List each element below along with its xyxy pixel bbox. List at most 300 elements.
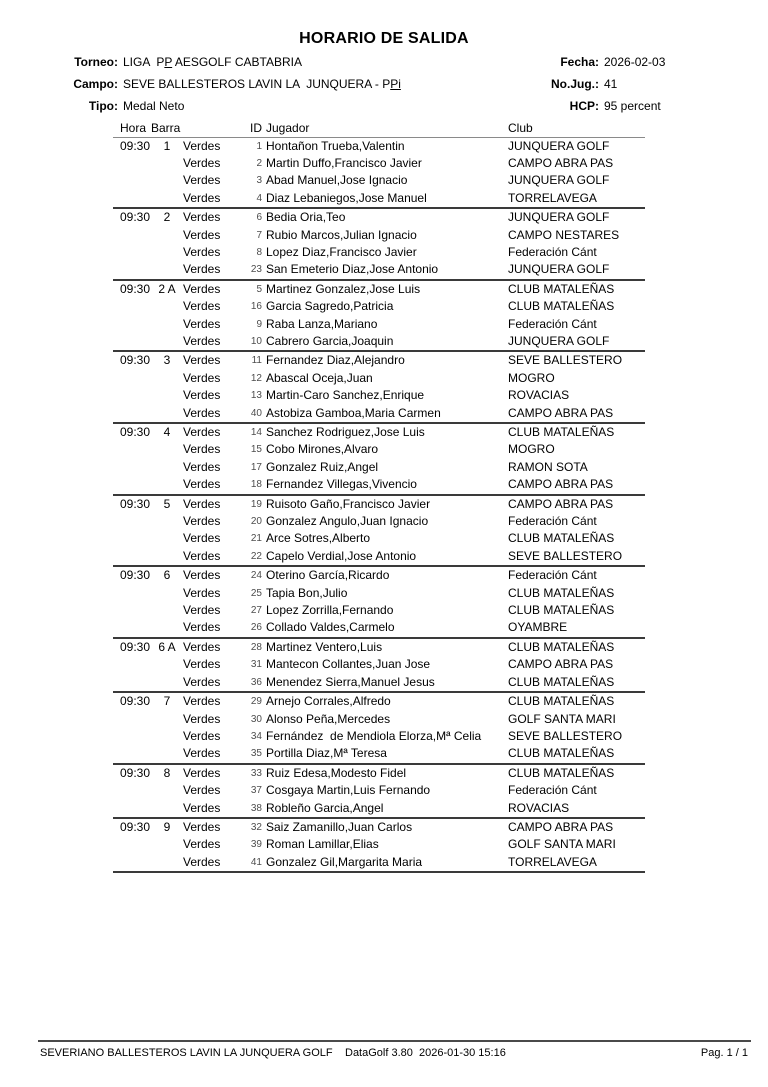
tee-time-cell [113, 745, 151, 763]
player-id-cell: 11 [251, 355, 262, 367]
player-id-cell: 22 [250, 550, 262, 562]
tee-color-cell: Verdes [183, 388, 221, 403]
player-id-cell: 29 [250, 696, 262, 708]
player-club-cell: Federación Cánt [508, 783, 597, 798]
player-row [113, 566, 645, 584]
tee-color-cell: Verdes [183, 548, 221, 563]
player-club-cell: MOGRO [508, 442, 555, 457]
player-club-cell: CAMPO ABRA PAS [508, 477, 614, 492]
player-club-cell: GOLF SANTA MARI [508, 711, 616, 726]
tee-time-cell [113, 711, 151, 728]
tee-color-cell: Verdes [183, 227, 221, 242]
flight-number-cell: 2 [163, 210, 171, 225]
flight-number-cell [151, 548, 183, 566]
tee-time-cell [113, 316, 151, 333]
flight-number-cell [151, 854, 183, 872]
player-id-cell: 30 [250, 713, 262, 725]
player-row [113, 836, 645, 853]
tee-color-cell: Verdes [183, 800, 221, 815]
player-id-cell: 20 [250, 516, 262, 528]
player-row [113, 298, 645, 315]
fecha-value: 2026-02-03 [604, 55, 666, 69]
flight-number-cell: 1 [163, 138, 171, 153]
player-id-cell: 8 [256, 246, 262, 258]
player-name-cell: Portilla Diaz,Mª Teresa [266, 746, 387, 761]
tee-time-cell [113, 854, 151, 872]
flight-number-cell: 7 [163, 694, 171, 709]
hcp-label: HCP: [569, 99, 599, 113]
player-club-cell: CLUB MATALEÑAS [508, 603, 615, 618]
player-name-cell: Fernandez Villegas,Vivencio [266, 477, 417, 492]
tee-color-cell: Verdes [183, 783, 221, 798]
tee-color-cell: Verdes [183, 603, 221, 618]
tee-color-cell: Verdes [183, 837, 221, 852]
player-row [113, 495, 645, 513]
player-club-cell: TORRELAVEGA [508, 190, 597, 205]
flight-group [113, 495, 645, 567]
tee-color-cell: Verdes [183, 585, 221, 600]
player-name-cell: Sanchez Rodriguez,Jose Luis [266, 425, 425, 439]
torneo-value-underlined: P [164, 55, 173, 69]
tipo-value: Medal Neto [123, 99, 185, 113]
tee-color-cell: Verdes [183, 477, 221, 492]
tee-time-cell: 09:30 [120, 353, 151, 368]
player-id-cell: 32 [250, 821, 262, 833]
player-id-cell: 16 [250, 301, 262, 313]
player-name-cell: Martin Duffo,Francisco Javier [266, 155, 422, 170]
hcp-value: 95 percent [604, 99, 661, 113]
player-club-cell: Federación Cánt [508, 244, 597, 259]
player-name-cell: Cobo Mirones,Alvaro [266, 442, 379, 457]
tee-time-cell: 09:30 [120, 496, 151, 511]
player-row [113, 137, 645, 155]
player-name-cell: Roman Lamillar,Elias [266, 837, 379, 852]
flight-number-cell [151, 333, 183, 351]
player-club-cell: CLUB MATALEÑAS [508, 674, 615, 689]
player-name-cell: Martinez Ventero,Luis [266, 639, 383, 654]
tee-time-cell [113, 836, 151, 853]
player-id-cell: 31 [250, 659, 262, 671]
tee-color-cell: Verdes [183, 459, 221, 474]
player-row [113, 405, 645, 423]
flight-number-cell [151, 656, 183, 673]
tipo-label: Tipo: [88, 99, 118, 113]
flight-number-cell [151, 459, 183, 476]
flight-number-cell [151, 728, 183, 745]
tee-time-cell [113, 728, 151, 745]
player-id-cell: 37 [250, 785, 262, 797]
player-row [113, 764, 645, 782]
tee-time-cell [113, 656, 151, 673]
player-id-cell: 39 [250, 839, 262, 851]
flight-number-cell [151, 155, 183, 172]
player-name-cell: Cabrero Garcia,Joaquin [266, 333, 394, 348]
tee-time-cell: 09:30 [120, 694, 151, 709]
player-row [113, 619, 645, 637]
player-name-cell: Diaz Lebaniegos,Jose Manuel [266, 190, 427, 205]
flight-number-cell: 4 [163, 425, 171, 439]
player-name-cell: Cosgaya Martin,Luis Fernando [266, 783, 431, 798]
tee-time-cell [113, 513, 151, 530]
header-row-2 [40, 77, 728, 99]
flight-group [113, 638, 645, 692]
flight-group [113, 566, 645, 638]
player-row [113, 459, 645, 476]
player-row [113, 208, 645, 226]
campo-value-pre: SEVE BALLESTEROS LAVIN LA JUNQUERA - P [123, 77, 391, 91]
flight-number-cell [151, 836, 183, 853]
player-name-cell: Bedia Oria,Teo [266, 210, 346, 225]
tee-color-cell: Verdes [183, 405, 221, 420]
player-id-cell: 15 [250, 444, 262, 456]
fecha-label: Fecha: [560, 55, 599, 69]
player-row [113, 548, 645, 566]
player-id-cell: 26 [250, 622, 262, 634]
tee-color-cell: Verdes [183, 514, 221, 529]
tee-color-cell: Verdes [183, 210, 221, 225]
player-row [113, 227, 645, 244]
player-id-cell: 36 [250, 676, 262, 688]
player-name-cell: Gonzalez Angulo,Juan Ignacio [266, 514, 429, 529]
tee-time-cell [113, 476, 151, 494]
flight-number-cell [151, 800, 183, 818]
player-club-cell: CAMPO NESTARES [508, 227, 620, 242]
player-id-cell: 14 [250, 427, 262, 438]
player-id-cell: 4 [256, 192, 262, 204]
player-name-cell: Oterino García,Ricardo [266, 568, 390, 583]
player-name-cell: Saiz Zamanillo,Juan Carlos [266, 819, 413, 834]
flight-number-cell: 8 [163, 765, 171, 780]
player-id-cell: 13 [250, 390, 262, 402]
player-name-cell: Hontañon Trueba,Valentin [266, 138, 405, 153]
header-row-3 [40, 99, 728, 121]
tee-color-cell: Verdes [183, 190, 221, 205]
tee-time-cell: 09:30 [120, 138, 151, 153]
tee-time-cell: 09:30 [120, 819, 151, 834]
player-name-cell: Arnejo Corrales,Alfredo [266, 694, 391, 709]
tee-time-cell [113, 387, 151, 404]
player-name-cell: Garcia Sagredo,Patricia [266, 299, 394, 314]
footer-divider [38, 1040, 751, 1042]
player-club-cell: ROVACIAS [508, 388, 570, 403]
tee-color-cell: Verdes [183, 496, 221, 511]
tee-color-cell: Verdes [183, 442, 221, 457]
tee-time-cell [113, 674, 151, 692]
tee-time-cell: 09:30 [120, 765, 151, 780]
player-club-cell: CLUB MATALEÑAS [508, 765, 615, 780]
player-club-cell: SEVE BALLESTERO [508, 548, 623, 563]
tee-color-cell: Verdes [183, 299, 221, 314]
player-club-cell: RAMON SOTA [508, 459, 588, 474]
player-id-cell: 33 [250, 767, 262, 779]
player-club-cell: CAMPO ABRA PAS [508, 657, 614, 672]
tee-time-cell [113, 441, 151, 458]
player-row [113, 692, 645, 710]
flight-number-cell [151, 585, 183, 602]
footer [0, 1047, 768, 1063]
tee-color-cell: Verdes [183, 694, 221, 709]
flight-group [113, 764, 645, 818]
player-club-cell: GOLF SANTA MARI [508, 837, 616, 852]
flight-number-cell [151, 405, 183, 423]
flight-number-cell [151, 745, 183, 763]
player-id-cell: 18 [250, 479, 262, 491]
flight-number-cell [151, 172, 183, 189]
player-club-cell: CAMPO ABRA PAS [508, 405, 614, 420]
player-row [113, 476, 645, 494]
player-id-cell: 24 [250, 570, 262, 582]
player-name-cell: Lopez Diaz,Francisco Javier [266, 244, 417, 259]
player-name-cell: Ruiz Edesa,Modesto Fidel [266, 765, 407, 780]
player-club-cell: JUNQUERA GOLF [508, 333, 610, 348]
player-id-cell: 2 [256, 157, 262, 169]
player-row [113, 244, 645, 261]
player-id-cell: 27 [250, 605, 262, 617]
player-id-cell: 6 [256, 212, 262, 224]
player-row [113, 280, 645, 298]
player-club-cell: MOGRO [508, 370, 555, 385]
player-id-cell: 12 [250, 372, 262, 384]
player-row [113, 728, 645, 745]
player-row [113, 854, 645, 872]
player-row [113, 316, 645, 333]
player-row [113, 530, 645, 547]
player-id-cell: 35 [250, 748, 262, 760]
flight-group [113, 280, 645, 352]
column-header-tee [183, 119, 247, 137]
flight-number-cell [151, 261, 183, 279]
player-name-cell: Mantecon Collantes,Juan Jose [266, 657, 431, 672]
flight-group [113, 692, 645, 764]
tee-time-cell: 09:30 [120, 210, 151, 225]
flight-number-cell [151, 227, 183, 244]
tee-time-cell [113, 530, 151, 547]
tee-color-cell: Verdes [183, 746, 221, 761]
player-id-cell: 9 [256, 318, 262, 330]
player-row [113, 585, 645, 602]
torneo-value-post: AESGOLF CABTABRIA [172, 55, 302, 69]
player-club-cell: CLUB MATALEÑAS [508, 299, 615, 314]
player-name-cell: Martinez Gonzalez,Jose Luis [266, 281, 421, 296]
flight-number-cell [151, 513, 183, 530]
player-name-cell: Raba Lanza,Mariano [266, 316, 378, 331]
player-id-cell: 23 [250, 264, 262, 276]
player-id-cell: 17 [250, 461, 262, 473]
flight-group [113, 423, 645, 495]
player-club-cell: TORRELAVEGA [508, 854, 597, 869]
tee-time-cell [113, 800, 151, 818]
flight-number-cell [151, 782, 183, 799]
player-row [113, 423, 645, 441]
player-club-cell: CAMPO ABRA PAS [508, 819, 614, 834]
tee-time-cell [113, 244, 151, 261]
player-name-cell: Fernandez Diaz,Alejandro [266, 353, 405, 368]
player-id-cell: 1 [256, 140, 262, 152]
player-row [113, 190, 645, 208]
flight-number-cell [151, 387, 183, 404]
campo-value-underlined: Pi [390, 77, 401, 91]
tee-time-cell [113, 155, 151, 172]
player-name-cell: Robleño Garcia,Angel [266, 800, 384, 815]
tee-color-cell: Verdes [183, 370, 221, 385]
player-id-cell: 10 [250, 335, 262, 347]
tee-time-cell [113, 459, 151, 476]
tee-time-cell: 09:30 [120, 425, 151, 439]
tee-color-cell: Verdes [183, 281, 221, 296]
player-name-cell: Gonzalez Ruiz,Angel [266, 459, 379, 474]
footer-course-name: SEVERIANO BALLESTEROS LAVIN LA JUNQUERA GOLF [40, 1047, 333, 1059]
tee-time-cell [113, 585, 151, 602]
torneo-value [123, 55, 302, 69]
player-row [113, 818, 645, 836]
column-header-hora: Hora [113, 119, 151, 137]
flight-number-cell: 6 A [158, 639, 176, 654]
player-id-cell: 40 [250, 407, 262, 419]
header-row-1 [40, 55, 728, 77]
table-header-row [113, 119, 645, 137]
tee-color-cell: Verdes [183, 639, 221, 654]
tee-time-cell: 09:30 [120, 568, 151, 583]
nojug-label: No.Jug.: [551, 77, 599, 91]
player-club-cell: SEVE BALLESTERO [508, 728, 623, 743]
player-row [113, 513, 645, 530]
tee-color-cell: Verdes [183, 316, 221, 331]
footer-software-stamp: DataGolf 3.80 2026-01-30 15:16 [345, 1047, 506, 1059]
player-row [113, 261, 645, 279]
player-club-cell: Federación Cánt [508, 568, 597, 583]
player-row [113, 638, 645, 656]
tee-color-cell: Verdes [183, 425, 221, 439]
flight-number-cell: 6 [163, 568, 171, 583]
player-club-cell: CLUB MATALEÑAS [508, 425, 615, 439]
torneo-label: Torneo: [74, 55, 118, 69]
player-row [113, 387, 645, 404]
player-id-cell: 28 [250, 641, 262, 653]
tee-time-cell [113, 548, 151, 566]
flight-number-cell [151, 674, 183, 692]
player-row [113, 782, 645, 799]
tee-time-cell [113, 602, 151, 619]
column-header-id: ID [247, 119, 262, 137]
player-name-cell: Capelo Verdial,Jose Antonio [266, 548, 417, 563]
player-club-cell: JUNQUERA GOLF [508, 210, 610, 225]
player-id-cell: 3 [256, 175, 262, 187]
player-id-cell: 21 [250, 533, 262, 545]
tee-color-cell: Verdes [183, 531, 221, 546]
tee-color-cell: Verdes [183, 674, 221, 689]
flight-number-cell: 9 [163, 819, 171, 834]
flight-number-cell [151, 441, 183, 458]
player-club-cell: SEVE BALLESTERO [508, 353, 623, 368]
tee-time-cell [113, 782, 151, 799]
player-name-cell: Rubio Marcos,Julian Ignacio [266, 227, 417, 242]
tee-color-cell: Verdes [183, 854, 221, 869]
flight-number-cell: 5 [163, 496, 171, 511]
flight-number-cell [151, 370, 183, 387]
player-id-cell: 5 [256, 283, 262, 295]
tee-color-cell: Verdes [183, 244, 221, 259]
tee-color-cell: Verdes [183, 333, 221, 348]
player-name-cell: San Emeterio Diaz,Jose Antonio [266, 262, 439, 277]
player-row [113, 351, 645, 369]
tee-color-cell: Verdes [183, 765, 221, 780]
player-name-cell: Arce Sotres,Alberto [266, 531, 371, 546]
player-name-cell: Tapia Bon,Julio [266, 585, 348, 600]
column-header-barra: Barra [151, 119, 183, 137]
flight-number-cell: 2 A [158, 281, 176, 296]
player-name-cell: Abascal Oceja,Juan [266, 370, 373, 385]
flight-number-cell [151, 298, 183, 315]
page-title: HORARIO DE SALIDA [299, 30, 469, 47]
tee-time-cell [113, 405, 151, 423]
flight-number-cell [151, 711, 183, 728]
player-club-cell: CLUB MATALEÑAS [508, 746, 615, 761]
tee-time-cell [113, 370, 151, 387]
tee-color-cell: Verdes [183, 620, 221, 635]
tee-color-cell: Verdes [183, 568, 221, 583]
tee-color-cell: Verdes [183, 711, 221, 726]
nojug-value: 41 [604, 77, 618, 91]
tee-time-cell: 09:30 [120, 639, 151, 654]
tee-color-cell: Verdes [183, 353, 221, 368]
player-name-cell: Ruisoto Gaño,Francisco Javier [266, 496, 431, 511]
flight-number-cell [151, 602, 183, 619]
flight-number-cell [151, 244, 183, 261]
player-row [113, 745, 645, 763]
flight-group [113, 351, 645, 423]
player-club-cell: JUNQUERA GOLF [508, 262, 610, 277]
footer-page-number: Pag. 1 / 1 [700, 1047, 748, 1059]
column-header-club: Club [508, 119, 645, 137]
player-club-cell: ROVACIAS [508, 800, 570, 815]
player-club-cell: OYAMBRE [508, 620, 568, 635]
player-name-cell: Collado Valdes,Carmelo [266, 620, 395, 635]
player-name-cell: Menendez Sierra,Manuel Jesus [266, 674, 435, 689]
tee-time-cell [113, 227, 151, 244]
player-club-cell: CLUB MATALEÑAS [508, 281, 615, 296]
player-name-cell: Fernández de Mendiola Elorza,Mª Celia [266, 728, 482, 743]
player-club-cell: CLUB MATALEÑAS [508, 585, 615, 600]
player-id-cell: 34 [250, 730, 262, 742]
player-id-cell: 25 [250, 587, 262, 599]
player-club-cell: JUNQUERA GOLF [508, 173, 610, 188]
tee-time-cell: 09:30 [120, 281, 151, 296]
tee-times-table [113, 119, 645, 873]
player-club-cell: Federación Cánt [508, 514, 597, 529]
tee-color-cell: Verdes [183, 262, 221, 277]
player-club-cell: Federación Cánt [508, 316, 597, 331]
tee-time-cell [113, 619, 151, 637]
player-row [113, 333, 645, 351]
flight-group [113, 137, 645, 208]
tee-color-cell: Verdes [183, 657, 221, 672]
flight-number-cell: 3 [163, 353, 171, 368]
player-club-cell: CAMPO ABRA PAS [508, 496, 614, 511]
flight-group [113, 208, 645, 280]
tee-color-cell: Verdes [183, 173, 221, 188]
tee-time-cell [113, 298, 151, 315]
player-row [113, 674, 645, 692]
tee-time-cell [113, 333, 151, 351]
flight-number-cell [151, 476, 183, 494]
torneo-value-pre: LIGA P [123, 55, 165, 69]
column-header-jugador: Jugador [262, 119, 508, 137]
player-row [113, 370, 645, 387]
player-id-cell: 38 [250, 802, 262, 814]
player-name-cell: Alonso Peña,Mercedes [266, 711, 391, 726]
tee-color-cell: Verdes [183, 138, 221, 153]
player-club-cell: CLUB MATALEÑAS [508, 639, 615, 654]
